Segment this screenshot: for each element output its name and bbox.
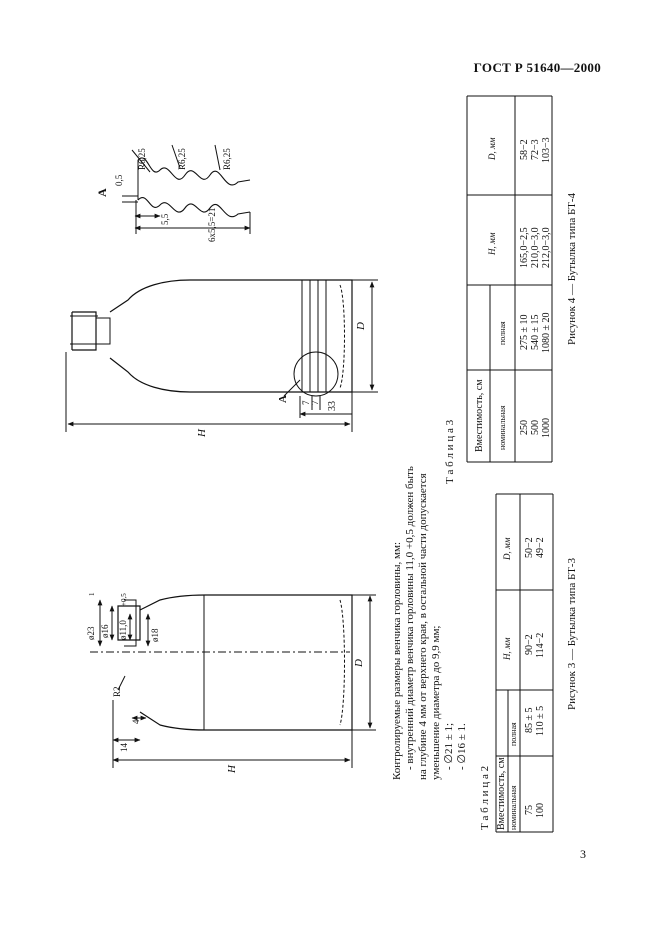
table3-r3-d: 103−3	[541, 137, 552, 163]
table3-r1-full: 275 ± 10	[519, 314, 530, 350]
note-line-1: Контролируемые размеры венчика горловины, мм:	[391, 541, 403, 780]
table2-r2-nominal: 100	[535, 803, 546, 818]
fig4-h-label: H	[196, 429, 208, 437]
table3-r1-nominal: 250	[519, 420, 530, 435]
table2-r2-d: 49−2	[535, 537, 546, 558]
page-header: ГОСТ Р 51640—2000	[473, 60, 601, 75]
table3-r3-nominal: 1000	[541, 418, 552, 438]
fig3-4-label: 4	[131, 719, 141, 724]
table3-col-h: H, мм	[487, 232, 497, 255]
fig3-d16-label: ø16	[100, 624, 110, 638]
detail-a-05: 0,5	[114, 174, 124, 186]
fig3-r2-label: R2	[112, 686, 122, 697]
fig3-h-label: H	[226, 765, 238, 773]
table2-r1-d: 50−2	[524, 537, 535, 558]
note-line-3: на глубине 4 мм от верхнего края, в остальной части допускается	[417, 473, 429, 780]
table3-title: Т а б л и ц а 3	[444, 419, 456, 484]
table3-col-full: полная	[498, 321, 507, 345]
detail-a-letter: А	[95, 188, 109, 197]
table3-r3-h: 212,0−3,0	[541, 227, 552, 268]
detail-a-6x55: 6х5,5=21	[207, 207, 217, 242]
table2-capacity-header: Вместимость, см	[496, 757, 507, 830]
detail-a-55: 5,5	[160, 213, 170, 225]
figure4-dimension-labels	[196, 322, 367, 438]
fig3-14-label: 14	[119, 743, 129, 752]
fig3-d23-label: ø23	[86, 626, 96, 640]
fig4-7a-label: 7	[301, 400, 311, 405]
fig3-d-label: D	[353, 659, 365, 667]
table2-r1-h: 90−2	[524, 634, 535, 655]
table2-col-d: D, мм	[502, 537, 512, 560]
table3-r2-h: 210,0−3,0	[530, 227, 541, 268]
table2-r2-full: 110 ± 5	[535, 705, 546, 736]
table3-r1-h: 165,0−2,5	[519, 227, 530, 268]
fig3-d18-label: ø18	[150, 628, 160, 642]
table2-r1-full: 85 ± 5	[524, 707, 535, 733]
detail-a-r2: R6,25	[177, 148, 187, 170]
table3-r2-nominal: 500	[530, 420, 541, 435]
fig4-33-label: 33	[327, 401, 338, 411]
table3-r3-full: 1080 ± 20	[541, 312, 552, 353]
figure3-bottle-drawing	[90, 595, 376, 768]
note-line-2: - внутренний диаметр венчика горловины 11,0 +0,5 должен быть	[404, 466, 416, 770]
table3	[444, 96, 578, 484]
fig3-d11-tol: +0,5	[120, 593, 128, 606]
figure3-dimension-labels	[86, 592, 365, 774]
table2-r2-h: 114−2	[535, 632, 546, 658]
note-line-4: уменьшение диаметра до 9,9 мм;	[430, 625, 442, 780]
figure4-caption: Рисунок 4 — Бутылка типа БТ-4	[566, 192, 578, 345]
note-block	[391, 466, 468, 780]
table2-col-h: H, мм	[502, 637, 512, 660]
fig4-a-label: A	[277, 395, 289, 403]
table2-title: Т а б л и ц а 2	[479, 765, 491, 830]
table3-r1-d: 58−2	[519, 139, 530, 160]
note-line-5: - ∅21 ± 1;	[443, 722, 455, 770]
table3-col-nominal: номинальная	[498, 405, 507, 450]
fig4-d-label: D	[355, 322, 367, 330]
table2-col-full: полная	[509, 722, 518, 746]
table3-col-d: D, мм	[487, 137, 497, 160]
table2-r1-nominal: 75	[524, 805, 535, 815]
table3-capacity-header: Вместимость, см	[474, 379, 485, 452]
fig4-7b-label: 7	[310, 400, 320, 405]
page-number: 3	[580, 847, 586, 861]
detail-a-r1: R6,25	[137, 148, 147, 170]
fig3-d11-label: ø11,0	[118, 620, 128, 640]
table3-r2-d: 72−3	[530, 139, 541, 160]
fig3-one-label: 1	[88, 592, 96, 596]
table3-r2-full: 540 ± 15	[530, 314, 541, 350]
table2	[479, 494, 578, 832]
figure3-caption: Рисунок 3 — Бутылка типа БТ-3	[566, 557, 578, 710]
table2-col-nominal: номинальная	[509, 785, 518, 830]
note-line-6: - ∅16 ± 1.	[456, 723, 468, 770]
detail-a-r3: R6,25	[222, 148, 232, 170]
